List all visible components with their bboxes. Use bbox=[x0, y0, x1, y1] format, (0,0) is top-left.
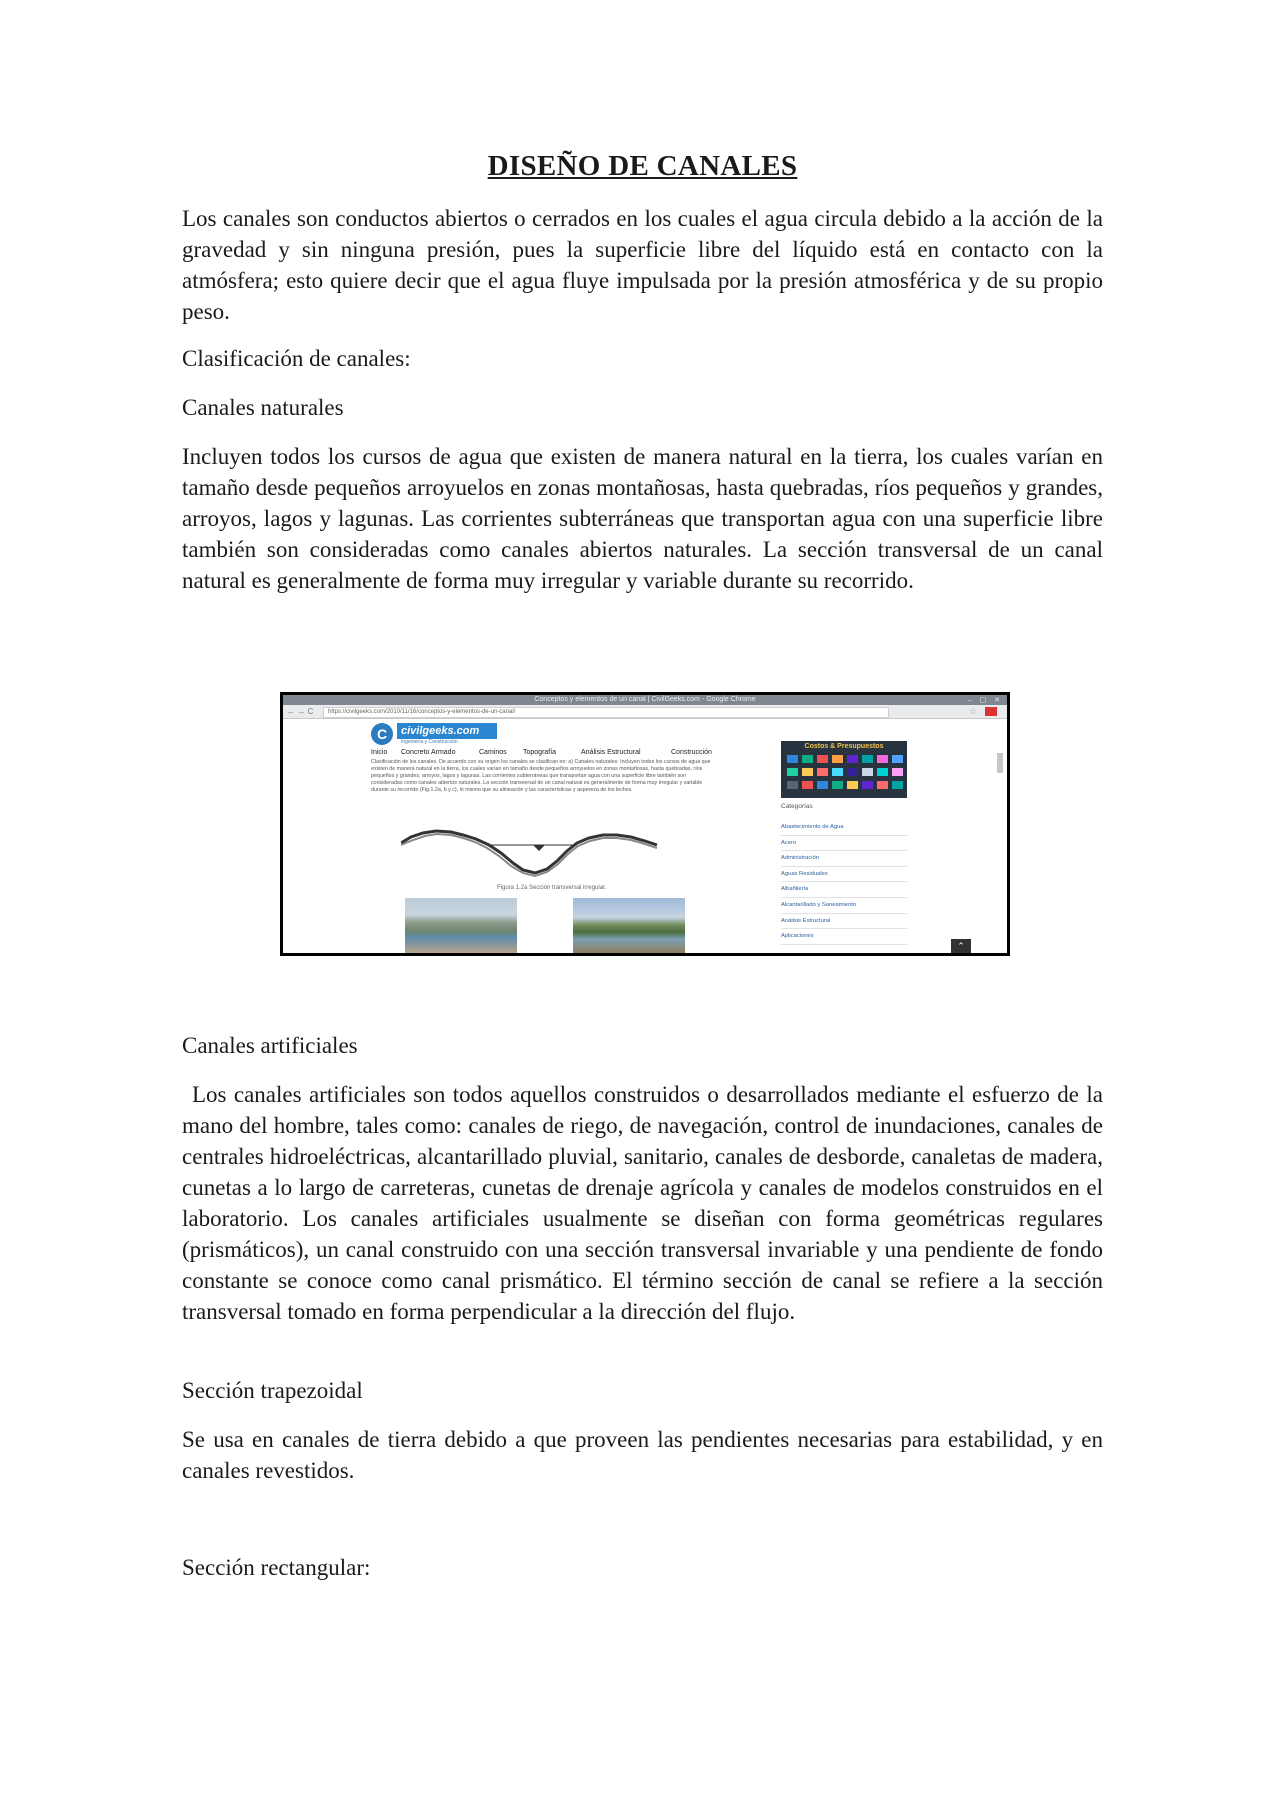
category-tile-icon bbox=[862, 781, 873, 789]
category-tile-icon bbox=[832, 781, 843, 789]
address-bar bbox=[283, 705, 1007, 719]
document-title: DISEÑO DE CANALES bbox=[487, 150, 798, 182]
sidebar-banner bbox=[781, 741, 907, 798]
browser-screenshot-figure bbox=[280, 692, 1010, 956]
category-tile-icon bbox=[832, 755, 843, 763]
scrollbar bbox=[997, 753, 1003, 773]
natural-heading: Canales naturales bbox=[182, 395, 344, 420]
category-tile-icon bbox=[877, 781, 888, 789]
category-tile-icon bbox=[847, 768, 858, 776]
scroll-up-icon: ⌃ bbox=[951, 939, 971, 953]
category-item: Aguas Residuales bbox=[781, 867, 907, 883]
figure-caption: Figura 1.2a Sección transversal irregular. bbox=[497, 885, 607, 891]
category-item: Alcantarillado y Saneamiento bbox=[781, 898, 907, 914]
trapezoidal-heading: Sección trapezoidal bbox=[182, 1378, 363, 1403]
category-tile-icon bbox=[892, 781, 903, 789]
site-tagline: Ingeniería y Construcción bbox=[401, 739, 458, 745]
menu-item: Caminos bbox=[479, 749, 507, 756]
artificial-paragraph: Los canales artificiales son todos aquellos construidos o desarrollados mediante el esfuerzo de la mano del hombre, tales como: canales de riego, de navegación, control de inundaciones, canales de centrales hidroeléctricas, alcantarillado pluvial, sanitario, canales de desborde, canaletas de madera, cunetas a lo largo de carreteras, cunetas de drenaje agrícola y canales de modelos construidos en el laboratorio. Los canales artificiales usualmente se diseñan con forma geométricas regulares (prismáticos), un canal construido con una sección transversal invariable y una pendiente de fondo constante se conoce como canal prismático. El término sección de canal se refiere a la sección transversal tomado en forma perpendicular a la dirección del flujo. bbox=[182, 1082, 1103, 1324]
category-item: Abastecimiento de Agua bbox=[781, 820, 907, 836]
river-photo bbox=[573, 898, 685, 953]
classification-heading: Clasificación de canales: bbox=[182, 346, 411, 371]
nav-arrows-icon: ← → C bbox=[287, 707, 314, 716]
window-controls-icon: – ▢ ✕ bbox=[967, 697, 1003, 704]
menu-item: Inicio bbox=[371, 749, 388, 756]
category-item: Análisis Estructural bbox=[781, 914, 907, 930]
category-tile-icon bbox=[892, 768, 903, 776]
category-tile-icon bbox=[847, 781, 858, 789]
category-tile-icon bbox=[892, 755, 903, 763]
category-tile-icon bbox=[877, 755, 888, 763]
category-tile-icon bbox=[817, 755, 828, 763]
url-field: https://civilgeeks.com/2010/11/16/conceptos-y-elementos-de-un-canal/ bbox=[323, 707, 889, 718]
category-tile-icon bbox=[847, 755, 858, 763]
artificial-heading: Canales artificiales bbox=[182, 1033, 358, 1058]
category-tile-icon bbox=[787, 755, 798, 763]
star-icon: ☆ bbox=[968, 706, 977, 716]
category-tile-icon bbox=[817, 781, 828, 789]
intro-paragraph: Los canales son conductos abiertos o cerrados en los cuales el agua circula debido a la acción de la gravedad y sin ninguna presión, pues la superficie libre del líquido está en contacto con la atmósfera; esto quiere decir que el agua fluye impulsada por la presión atmosférica y de su propio peso. bbox=[182, 206, 1103, 324]
category-item: Albañilería bbox=[781, 882, 907, 898]
category-tile-icon bbox=[862, 755, 873, 763]
category-item: Aplicaciones bbox=[781, 929, 907, 945]
menu-item: Concreto Armado bbox=[401, 749, 456, 756]
category-tile-icon bbox=[877, 768, 888, 776]
category-tile-icon bbox=[802, 768, 813, 776]
figure-body-text: Clasificación de los canales. De acuerdo con su origen los canales se clasifican en: a) Canales naturales: Incluyen todos los cursos de agua que existen de manera natural en la tierra, los cuales varían en tamaño desde pequeños arroyuelos en zonas montañosas, hasta quebradas, ríos pequeños y grandes, arroyos, lagos y lagunas. Las corrientes subterráneas que transportan agua con una superficie libre también son consideradas como canales abiertos naturales. La sección transversal de un canal natural es generalmente de forma muy irregular y variable durante su recorrido (Fig.1.2a, b y c), lo mismo que su alineación y las características y aspereza de los lechos. bbox=[371, 759, 711, 793]
logo-icon: C bbox=[371, 723, 393, 745]
category-item: Acero bbox=[781, 836, 907, 852]
sidebar-header: Costos & Presupuestos bbox=[804, 743, 884, 750]
category-tile-icon bbox=[817, 768, 828, 776]
natural-paragraph: Incluyen todos los cursos de agua que existen de manera natural en la tierra, los cuales varían en tamaño desde pequeños arroyuelos en zonas montañosas, hasta quebradas, ríos pequeños y grandes, arroyos, lagos y lagunas. Las corrientes subterráneas que transportan agua con una superficie libre también son consideradas como canales abiertos naturales. La sección transversal de un canal natural es generalmente de forma muy irregular y variable durante su recorrido. bbox=[182, 444, 1103, 593]
category-tile-icon bbox=[832, 768, 843, 776]
window-title: Conceptos y elementos de un canal | CivilGeeks.com - Google Chrome bbox=[283, 695, 1007, 705]
category-tile-icon bbox=[802, 781, 813, 789]
category-tile-icon bbox=[802, 755, 813, 763]
menu-item: Topografía bbox=[523, 749, 557, 756]
site-name: civilgeeks.com bbox=[397, 723, 497, 739]
category-item: Administración bbox=[781, 851, 907, 867]
trapezoidal-paragraph: Se usa en canales de tierra debido a que proveen las pendientes necesarias para estabilidad, y en canales revestidos. bbox=[182, 1427, 1103, 1483]
rectangular-heading: Sección rectangular: bbox=[182, 1555, 371, 1580]
canal-photo bbox=[405, 898, 517, 953]
menu-item: Análisis Estructural bbox=[581, 749, 641, 756]
categories-list bbox=[781, 820, 907, 945]
category-tile-icon bbox=[787, 781, 798, 789]
menu-item: Construcción bbox=[671, 749, 712, 756]
categories-label: Categorías bbox=[781, 803, 813, 810]
cross-section-diagram bbox=[401, 823, 721, 883]
category-tile-icon bbox=[862, 768, 873, 776]
category-tile-icon bbox=[787, 768, 798, 776]
extension-icon bbox=[985, 707, 997, 716]
